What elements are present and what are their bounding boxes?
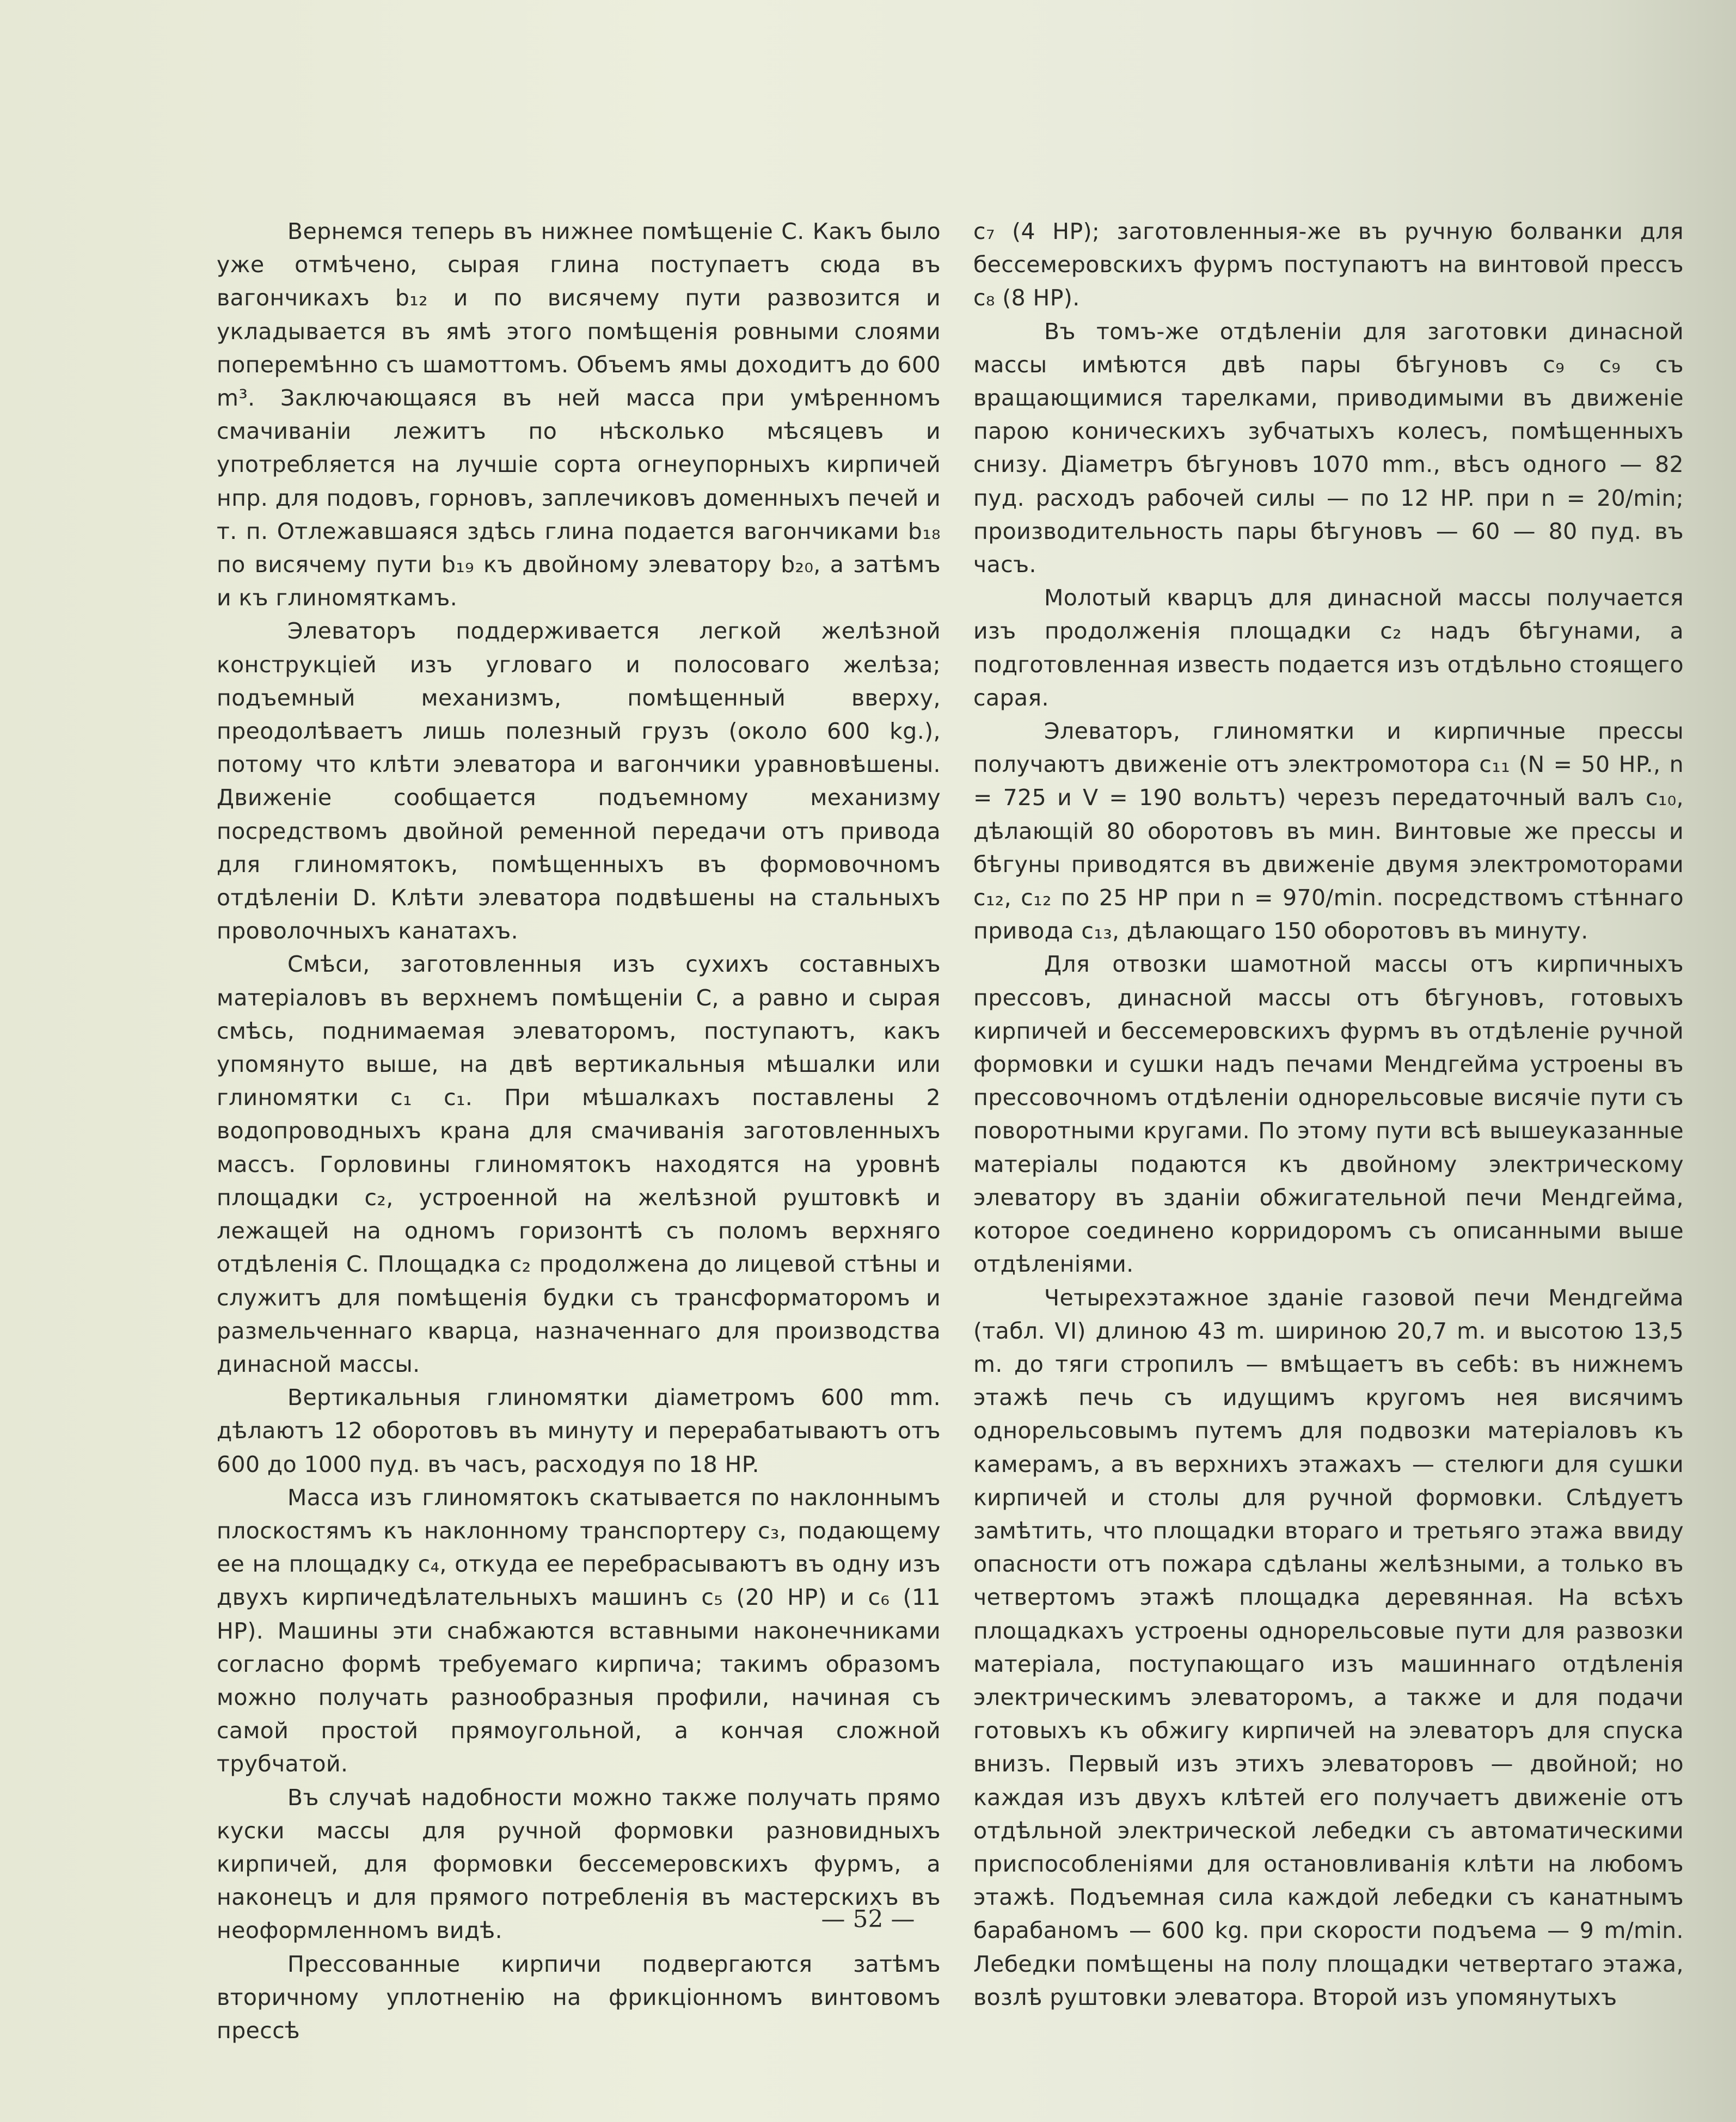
paragraph: Вернемся теперь въ нижнее помѣщеніе C. Какъ было уже отмѣчено, сырая глина поступаетъ сюда въ вагончикахъ b₁₂ и по висячему пути развозится и укладывается въ ямѣ этого помѣщенія ровными слоями поперемѣнно съ шамоттомъ. Объемъ ямы доходитъ до 600 m³. Заключающаяся въ ней масса при умѣренномъ смачиваніи лежитъ по нѣсколько мѣсяцевъ и употребляется на лучшіе сорта огнеупорныхъ кирпичей нпр. для подовъ, горновъ, заплечиковъ доменныхъ печей и т. п. Отлежавшаяся здѣсь глина подается вагончиками b₁₈ по висячему пути b₁₉ къ двойному элеватору b₂₀, а затѣмъ и къ глиномяткамъ.: [217, 218, 941, 611]
paragraph: Вертикальныя глиномятки діаметромъ 600 mm. дѣлаютъ 12 оборотовъ въ минуту и перерабатываютъ отъ 600 до 1000 пуд. въ часъ, расходуя по 18 HP.: [217, 1384, 941, 1477]
paragraph: Смѣси, заготовленныя изъ сухихъ составныхъ матеріаловъ въ верхнемъ помѣщеніи C, а равно и сырая смѣсь, поднимаемая элеваторомъ, поступаютъ, какъ упомянуто выше, на двѣ вертикальныя мѣшалки или глиномятки c₁ c₁. При мѣшалкахъ поставлены 2 водопроводныхъ крана для смачиванія заготовленныхъ массъ. Горловины глиномятокъ находятся на уровнѣ площадки c₂, устроенной на желѣзной руштовкѣ и лежащей на одномъ горизонтѣ съ поломъ верхняго отдѣленія C. Площадка c₂ продолжена до лицевой стѣны и служитъ для помѣщенія будки съ трансформаторомъ и размельченнаго кварца, назначеннаго для производства динасной массы.: [217, 951, 941, 1377]
paragraph: Для отвозки шамотной массы отъ кирпичныхъ прессовъ, динасной массы отъ бѣгуновъ, готовыхъ кирпичей и бессемеровскихъ фурмъ въ отдѣленіе ручной формовки и сушки надъ печами Мендгейма устроены въ прессовочномъ отдѣленіи однорельсовые висячіе пути съ поворотными кругами. По этому пути всѣ вышеуказанные матеріалы подаются къ двойному электрическому элеватору въ зданіи обжигательной печи Мендгейма, которое соединено корридоромъ съ описанными выше отдѣленіями.: [973, 951, 1684, 1278]
paragraph: Элеваторъ, глиномятки и кирпичные прессы получаютъ движеніе отъ электромотора c₁₁ (N = 50 HP., n = 725 и V = 190 вольтъ) черезъ передаточный валъ c₁₀, дѣлающій 80 оборотовъ въ мин. Винтовые же прессы и бѣгуны приводятся въ движеніе двумя электромоторами c₁₂, c₁₂ по 25 HP при n = 970/min. посредствомъ стѣннаго привода c₁₃, дѣлающаго 150 оборотовъ въ минуту.: [973, 718, 1684, 945]
paragraph: Въ томъ-же отдѣленіи для заготовки динасной массы имѣются двѣ пары бѣгуновъ c₉ c₉ съ вращающимися тарелками, приводимыми въ движеніе парою коническихъ зубчатыхъ колесъ, помѣщенныхъ снизу. Діаметръ бѣгуновъ 1070 mm., вѣсъ одного — 82 пуд. расходъ рабочей силы — по 12 HP. при n = 20/min; производительность пары бѣгуновъ — 60 — 80 пуд. въ часъ.: [973, 318, 1684, 578]
page-number: — 52 —: [821, 1905, 915, 1933]
paragraph-continuation: c₇ (4 HP); заготовленныя-же въ ручную болванки для бессемеровскихъ фурмъ поступаютъ на винтовой прессъ c₈ (8 HP).: [973, 218, 1684, 311]
paragraph: Элеваторъ поддерживается легкой желѣзной конструкціей изъ угловаго и полосоваго желѣза; подъемный механизмъ, помѣщенный вверху, преодолѣваетъ лишь полезный грузъ (около 600 kg.), потому что клѣти элеватора и вагончики уравновѣшены. Движеніе сообщается подъемному механизму посредствомъ двойной ременной передачи отъ привода для глиномятокъ, помѣщенныхъ въ формовочномъ отдѣленіи D. Клѣти элеватора подвѣшены на стальныхъ проволочныхъ канатахъ.: [217, 618, 941, 945]
paragraph: Въ случаѣ надобности можно также получать прямо куски массы для ручной формовки разновидныхъ кирпичей, для формовки бессемеровскихъ фурмъ, а наконецъ и для прямого потребленія въ мастерскихъ въ неоформленномъ видѣ.: [217, 1784, 941, 1944]
paragraph: Масса изъ глиномятокъ скатывается по наклоннымъ плоскостямъ къ наклонному транспортеру c₃, подающему ее на площадку c₄, откуда ее перебрасываютъ въ одну изъ двухъ кирпичедѣлательныхъ машинъ c₅ (20 HP) и c₆ (11 HP). Машины эти снабжаются вставными наконечниками согласно формѣ требуемаго кирпича; такимъ образомъ можно получать разнообразныя профили, начиная съ самой простой прямоугольной, а кончая сложной трубчатой.: [217, 1484, 941, 1777]
paragraph: Прессованные кирпичи подвергаются затѣмъ вторичному уплотненію на фрикціонномъ винтовомъ прессѣ: [217, 1951, 941, 2044]
paragraph: Четырехэтажное зданіе газовой печи Мендгейма (табл. VI) длиною 43 m. шириною 20,7 m. и высотою 13,5 m. до тяги стропилъ — вмѣщаетъ въ себѣ: въ нижнемъ этажѣ печь съ идущимъ кругомъ нея висячимъ однорельсовымъ путемъ для подвозки матеріаловъ къ камерамъ, а въ верхнихъ этажахъ — стелюги для сушки кирпичей и столы для ручной формовки. Слѣдуетъ замѣтить, что площадки втораго и третьяго этажа ввиду опасности отъ пожара сдѣланы желѣзными, а только въ четвертомъ этажѣ площадка деревянная. На всѣхъ площадкахъ устроены однорельсовые пути для развозки матеріала, поступающаго изъ машиннаго отдѣленія электрическимъ элеваторомъ, а также и для подачи готовыхъ къ обжигу кирпичей на элеваторъ для спуска внизъ. Первый изъ этихъ элеваторовъ — двойной; но каждая изъ двухъ клѣтей его получаетъ движеніе отъ отдѣльной электрической лебедки съ автоматическими приспособленіями для остановливанія клѣти на любомъ этажѣ. Подъемная сила каждой лебедки съ канатнымъ барабаномъ — 600 kg. при скорости подъема — 9 m/min. Лебедки помѣщены на полу площадки четвертаго этажа, возлѣ руштовки элеватора. Второй изъ упомянутыхъ: [973, 1284, 1684, 2010]
paragraph: Молотый кварцъ для динасной массы получается изъ продолженія площадки c₂ надъ бѣгунами, а подготовленная известь подается изъ отдѣльно стоящего сарая.: [973, 585, 1684, 711]
left-column: [217, 215, 941, 2047]
right-column: [973, 215, 1684, 2014]
